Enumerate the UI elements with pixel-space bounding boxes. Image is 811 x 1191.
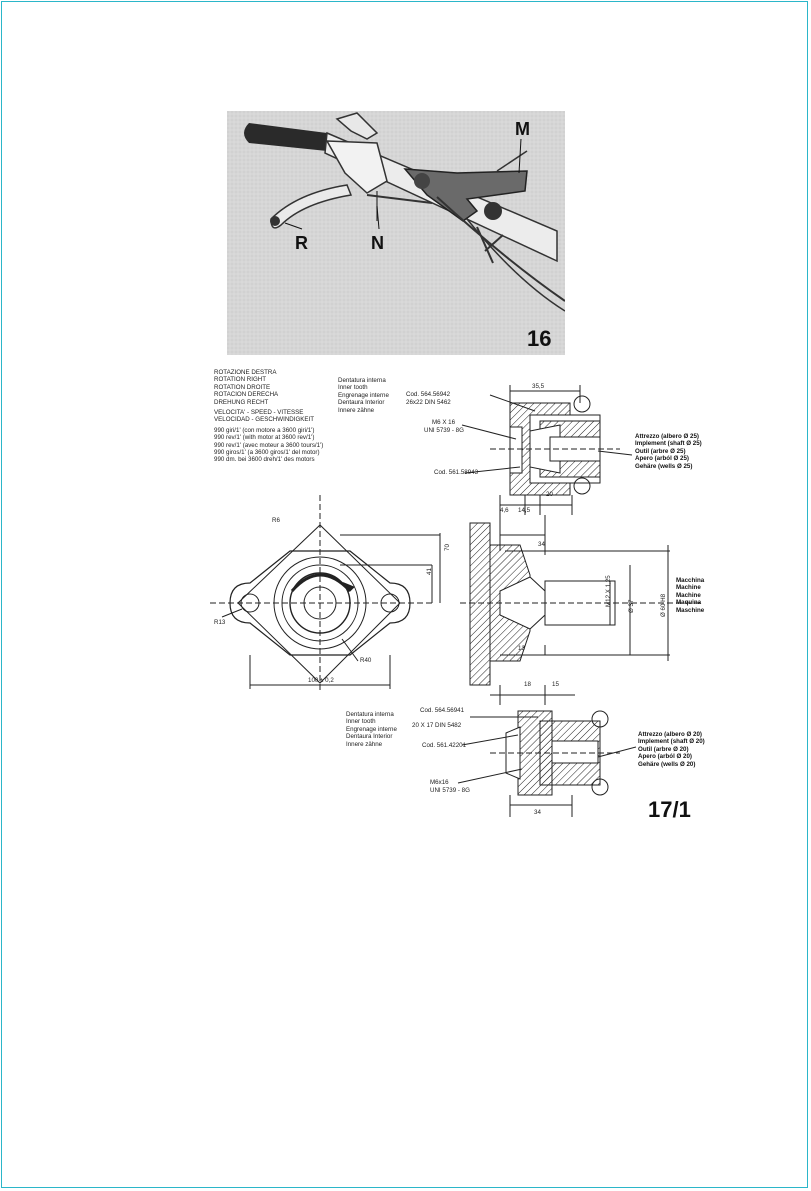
rotation-line-5: DREHUNG RECHT <box>214 398 269 406</box>
dim-41: 41 <box>426 568 433 575</box>
dim-r13: R13 <box>214 619 226 626</box>
machine-block <box>676 577 704 614</box>
inner-tooth-bottom-1: Dentatura interna <box>346 711 394 718</box>
implement-20-5: Gehäre (wells Ø 20) <box>638 760 696 768</box>
dim-100: 100 ± 0,2 <box>308 677 334 684</box>
code-564-56941: Cod. 564.56941 <box>420 707 465 714</box>
dim-70: 70 <box>444 544 451 551</box>
machine-1: Macchina <box>676 577 705 584</box>
dim-35-5: 35,5 <box>532 383 545 390</box>
callout-m: M <box>515 119 530 139</box>
implement-25-5: Gehäre (wells Ø 25) <box>635 462 693 470</box>
dim-34-top: 34 <box>538 541 545 548</box>
dim-4-6: 4,6 <box>500 507 509 514</box>
dim-13: 13 <box>518 645 525 652</box>
speed-line-4: 990 giros/1' (a 3600 giros/1' del motor) <box>214 448 320 456</box>
rotation-block <box>214 369 323 464</box>
machine-2: Machine <box>676 584 701 592</box>
inner-tooth-top-1: Dentatura interna <box>338 377 386 384</box>
inner-tooth-bottom-2: Inner tooth <box>346 718 376 726</box>
implement-25-3: Outil (arbre Ø 25) <box>635 447 686 455</box>
speed-line-3: 990 rev/1' (avec moteur a 3600 tours/1') <box>214 441 324 449</box>
dim-34-bottom: 34 <box>534 809 541 816</box>
speed-line-1: 990 giri/1' (con motore a 3600 giri/1') <box>214 426 315 434</box>
dim-20: 20 <box>546 491 553 498</box>
code-564-56942: Cod. 564.56942 <box>406 391 451 398</box>
dim-r6: R6 <box>272 517 280 524</box>
rotation-line-1: ROTAZIONE DESTRA <box>214 369 277 376</box>
inner-tooth-bottom-block <box>346 711 397 748</box>
screw-bottom-1: M6x16 <box>430 779 449 786</box>
inner-tooth-top-2: Inner tooth <box>338 384 368 392</box>
figure-16-number: 16 <box>527 326 552 351</box>
spline-26x22: 26x22 DIN 5462 <box>406 399 451 406</box>
speed-title-1: VELOCITA' - SPEED - VITESSE <box>214 408 304 416</box>
figure-16-photo <box>227 111 565 355</box>
dim-d60: Ø 60 H8 <box>660 593 667 617</box>
machine-5: Maschine <box>676 606 705 614</box>
dim-d37: Ø 37 <box>628 599 635 613</box>
machine-4: Maquina <box>676 599 702 607</box>
inner-tooth-top-block <box>338 377 389 414</box>
callout-n: N <box>371 233 384 253</box>
inner-tooth-top-5: Innere zähne <box>338 406 375 414</box>
rotation-line-3: ROTATION DROITE <box>214 383 271 391</box>
dim-14-5: 14,5 <box>518 507 531 514</box>
screw-top-2: UNI 5739 - 8G <box>424 427 464 434</box>
rotation-line-4: ROTACION DERECHA <box>214 391 279 399</box>
inner-tooth-bottom-4: Dentaura Interior <box>346 733 393 741</box>
handlebar-drawing <box>227 111 565 355</box>
code-561-42201: Cod. 561.42201 <box>422 742 467 749</box>
screw-top-1: M6 X 16 <box>432 419 456 426</box>
inner-tooth-bottom-3: Engrenage interne <box>346 725 397 733</box>
implement-25-1: Attrezzo (albero Ø 25) <box>635 433 699 440</box>
inner-tooth-top-4: Dentaura Interior <box>338 399 385 407</box>
screw-bottom-2: UNI 5739 - 8G <box>430 787 470 794</box>
callout-r: R <box>295 233 308 253</box>
dim-r40: R40 <box>360 657 372 664</box>
machine-3: Machine <box>676 591 701 599</box>
speed-line-2: 990 rev/1' (with motor at 3600 rev/1') <box>214 434 315 442</box>
implement-25-block <box>635 433 702 470</box>
rotation-line-2: ROTATION RIGHT <box>214 376 267 384</box>
inner-tooth-top-3: Engrenage interne <box>338 391 389 399</box>
speed-line-5: 990 dm. bei 3600 dreh/1' des motors <box>214 456 315 464</box>
dim-m12: M12 X 1,25 <box>605 575 612 607</box>
figure-17-number: 17/1 <box>648 797 691 822</box>
dim-15: 15 <box>552 681 559 688</box>
speed-title-2: VELOCIDAD - GESCHWINDIGKEIT <box>214 416 315 424</box>
dim-18: 18 <box>524 681 531 688</box>
implement-20-3: Outil (arbre Ø 20) <box>638 745 689 753</box>
implement-20-4: Apero (arból Ø 20) <box>638 753 692 761</box>
implement-20-block <box>638 731 705 768</box>
code-561-58943: Cod. 561.58943 <box>434 469 479 476</box>
implement-20-2: Implement (shaft Ø 20) <box>638 738 705 746</box>
spline-20x17: 20 X 17 DIN 5482 <box>412 722 462 729</box>
inner-tooth-bottom-5: Innere zähne <box>346 740 383 748</box>
implement-25-2: Implement (shaft Ø 25) <box>635 440 702 448</box>
implement-25-4: Apero (arból Ø 25) <box>635 455 689 463</box>
figure-17-drawing <box>200 355 712 835</box>
implement-20-1: Attrezzo (albero Ø 20) <box>638 731 702 738</box>
